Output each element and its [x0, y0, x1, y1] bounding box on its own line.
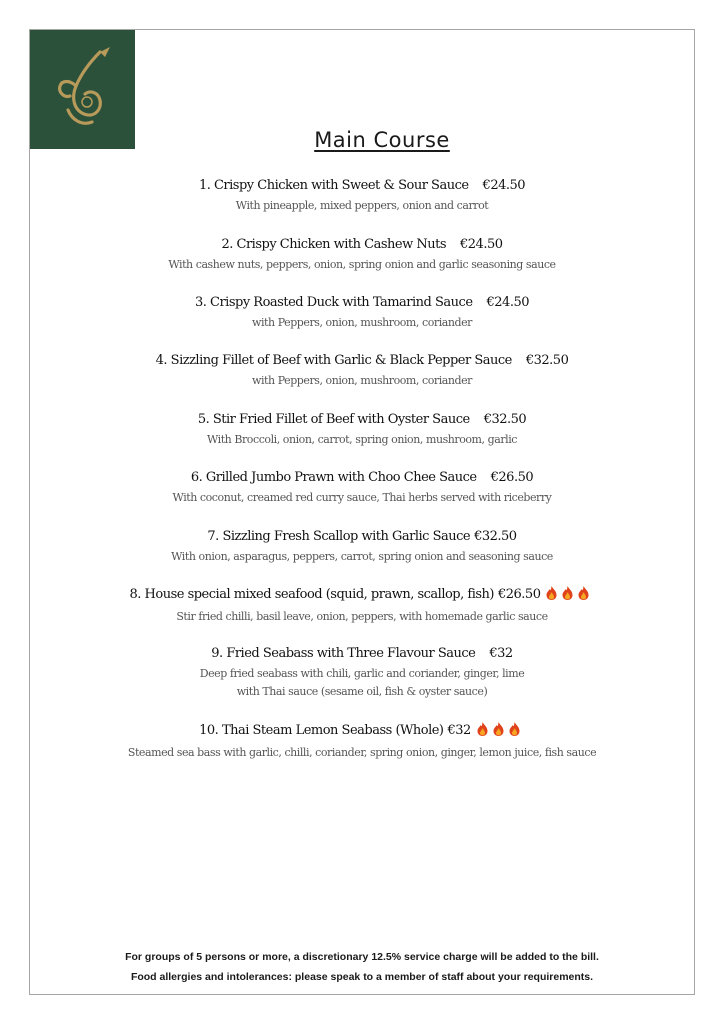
menu-item [30, 236, 694, 274]
item-description: with Peppers, onion, mushroom, coriander [252, 316, 472, 329]
item-price: €32.50 [474, 529, 517, 544]
chili-icon [509, 722, 520, 736]
item-name-line [30, 469, 694, 487]
item-description: with Peppers, onion, mushroom, coriander [252, 374, 472, 387]
item-price: €32.50 [525, 353, 569, 368]
item-price: €24.50 [482, 178, 526, 193]
item-description: Deep fried seabass with chili, garlic and coriander, ginger, lime [199, 667, 525, 680]
item-price: €26.50 [497, 587, 541, 602]
item-name: 3. Crispy Roasted Duck with Tamarind Sauce [194, 295, 473, 310]
item-name: 2. Crispy Chicken with Cashew Nuts [221, 237, 446, 252]
item-name: 1. Crispy Chicken with Sweet & Sour Sauce [198, 178, 469, 193]
footer-notes [30, 947, 694, 987]
menu-item [30, 645, 694, 701]
item-description: With coconut, creamed red curry sauce, Thai herbs served with riceberry [172, 491, 552, 504]
item-price: €24.50 [486, 295, 530, 310]
item-name: 9. Fried Seabass with Three Flavour Sauce [211, 646, 476, 661]
item-price: €26.50 [490, 470, 534, 485]
menu-item [30, 528, 694, 566]
item-description: with Thai sauce (sesame oil, fish & oyster sauce) [236, 685, 488, 698]
item-description: With pineapple, mixed peppers, onion and carrot [235, 199, 489, 212]
item-name-line [30, 528, 694, 546]
menu-item [30, 177, 694, 215]
menu-item [30, 411, 694, 449]
menu-item [30, 469, 694, 507]
item-description: With Broccoli, onion, carrot, spring onion, mushroom, garlic [206, 433, 517, 446]
item-name-line [30, 411, 694, 429]
item-name-line [30, 645, 694, 663]
spicy-rating [546, 586, 594, 606]
menu-item [30, 586, 694, 626]
chili-icon [578, 586, 589, 600]
item-name: 10. Thai Steam Lemon Seabass (Whole) [199, 723, 444, 738]
item-name-line [30, 294, 694, 312]
item-name-line [30, 586, 694, 606]
menu-item [30, 722, 694, 762]
chili-icon [546, 586, 557, 600]
service-charge-note: For groups of 5 persons or more, a discretionary 12.5% service charge will be added to the bill. [125, 951, 599, 963]
menu-title: Main Course [314, 128, 450, 152]
item-price: €24.50 [460, 237, 503, 252]
item-name: 6. Grilled Jumbo Prawn with Choo Chee Sauce [190, 470, 477, 485]
menu-item [30, 352, 694, 390]
item-description: Stir fried chilli, basil leave, onion, peppers, with homemade garlic sauce [176, 610, 548, 623]
item-name-line [30, 722, 694, 742]
menu-page [29, 29, 695, 995]
allergy-note: Food allergies and intolerances: please speak to a member of staff about your requirements. [130, 971, 594, 983]
item-name-line [30, 352, 694, 370]
item-price: €32 [447, 723, 471, 738]
chili-icon [477, 722, 488, 736]
item-price: €32 [489, 646, 513, 661]
chili-icon [562, 586, 573, 600]
chili-icon [493, 722, 504, 736]
item-name: 7. Sizzling Fresh Scallop with Garlic Sauce [207, 529, 471, 544]
item-name: 8. House special mixed seafood (squid, prawn, scallop, fish) [129, 587, 494, 602]
item-name-line [30, 236, 694, 254]
item-name-line [30, 177, 694, 195]
item-description: Steamed sea bass with garlic, chilli, coriander, spring onion, ginger, lemon juice, fish sauce [127, 746, 597, 759]
menu-item [30, 294, 694, 332]
spicy-rating [477, 722, 525, 742]
item-name: 4. Sizzling Fillet of Beef with Garlic & Black Pepper Sauce [155, 353, 512, 368]
item-name: 5. Stir Fried Fillet of Beef with Oyster Sauce [197, 412, 470, 427]
item-description: With onion, asparagus, peppers, carrot, spring onion and seasoning sauce [171, 550, 553, 563]
item-price: €32.50 [483, 412, 527, 427]
item-description: With cashew nuts, peppers, onion, spring onion and garlic seasoning sauce [168, 258, 556, 271]
